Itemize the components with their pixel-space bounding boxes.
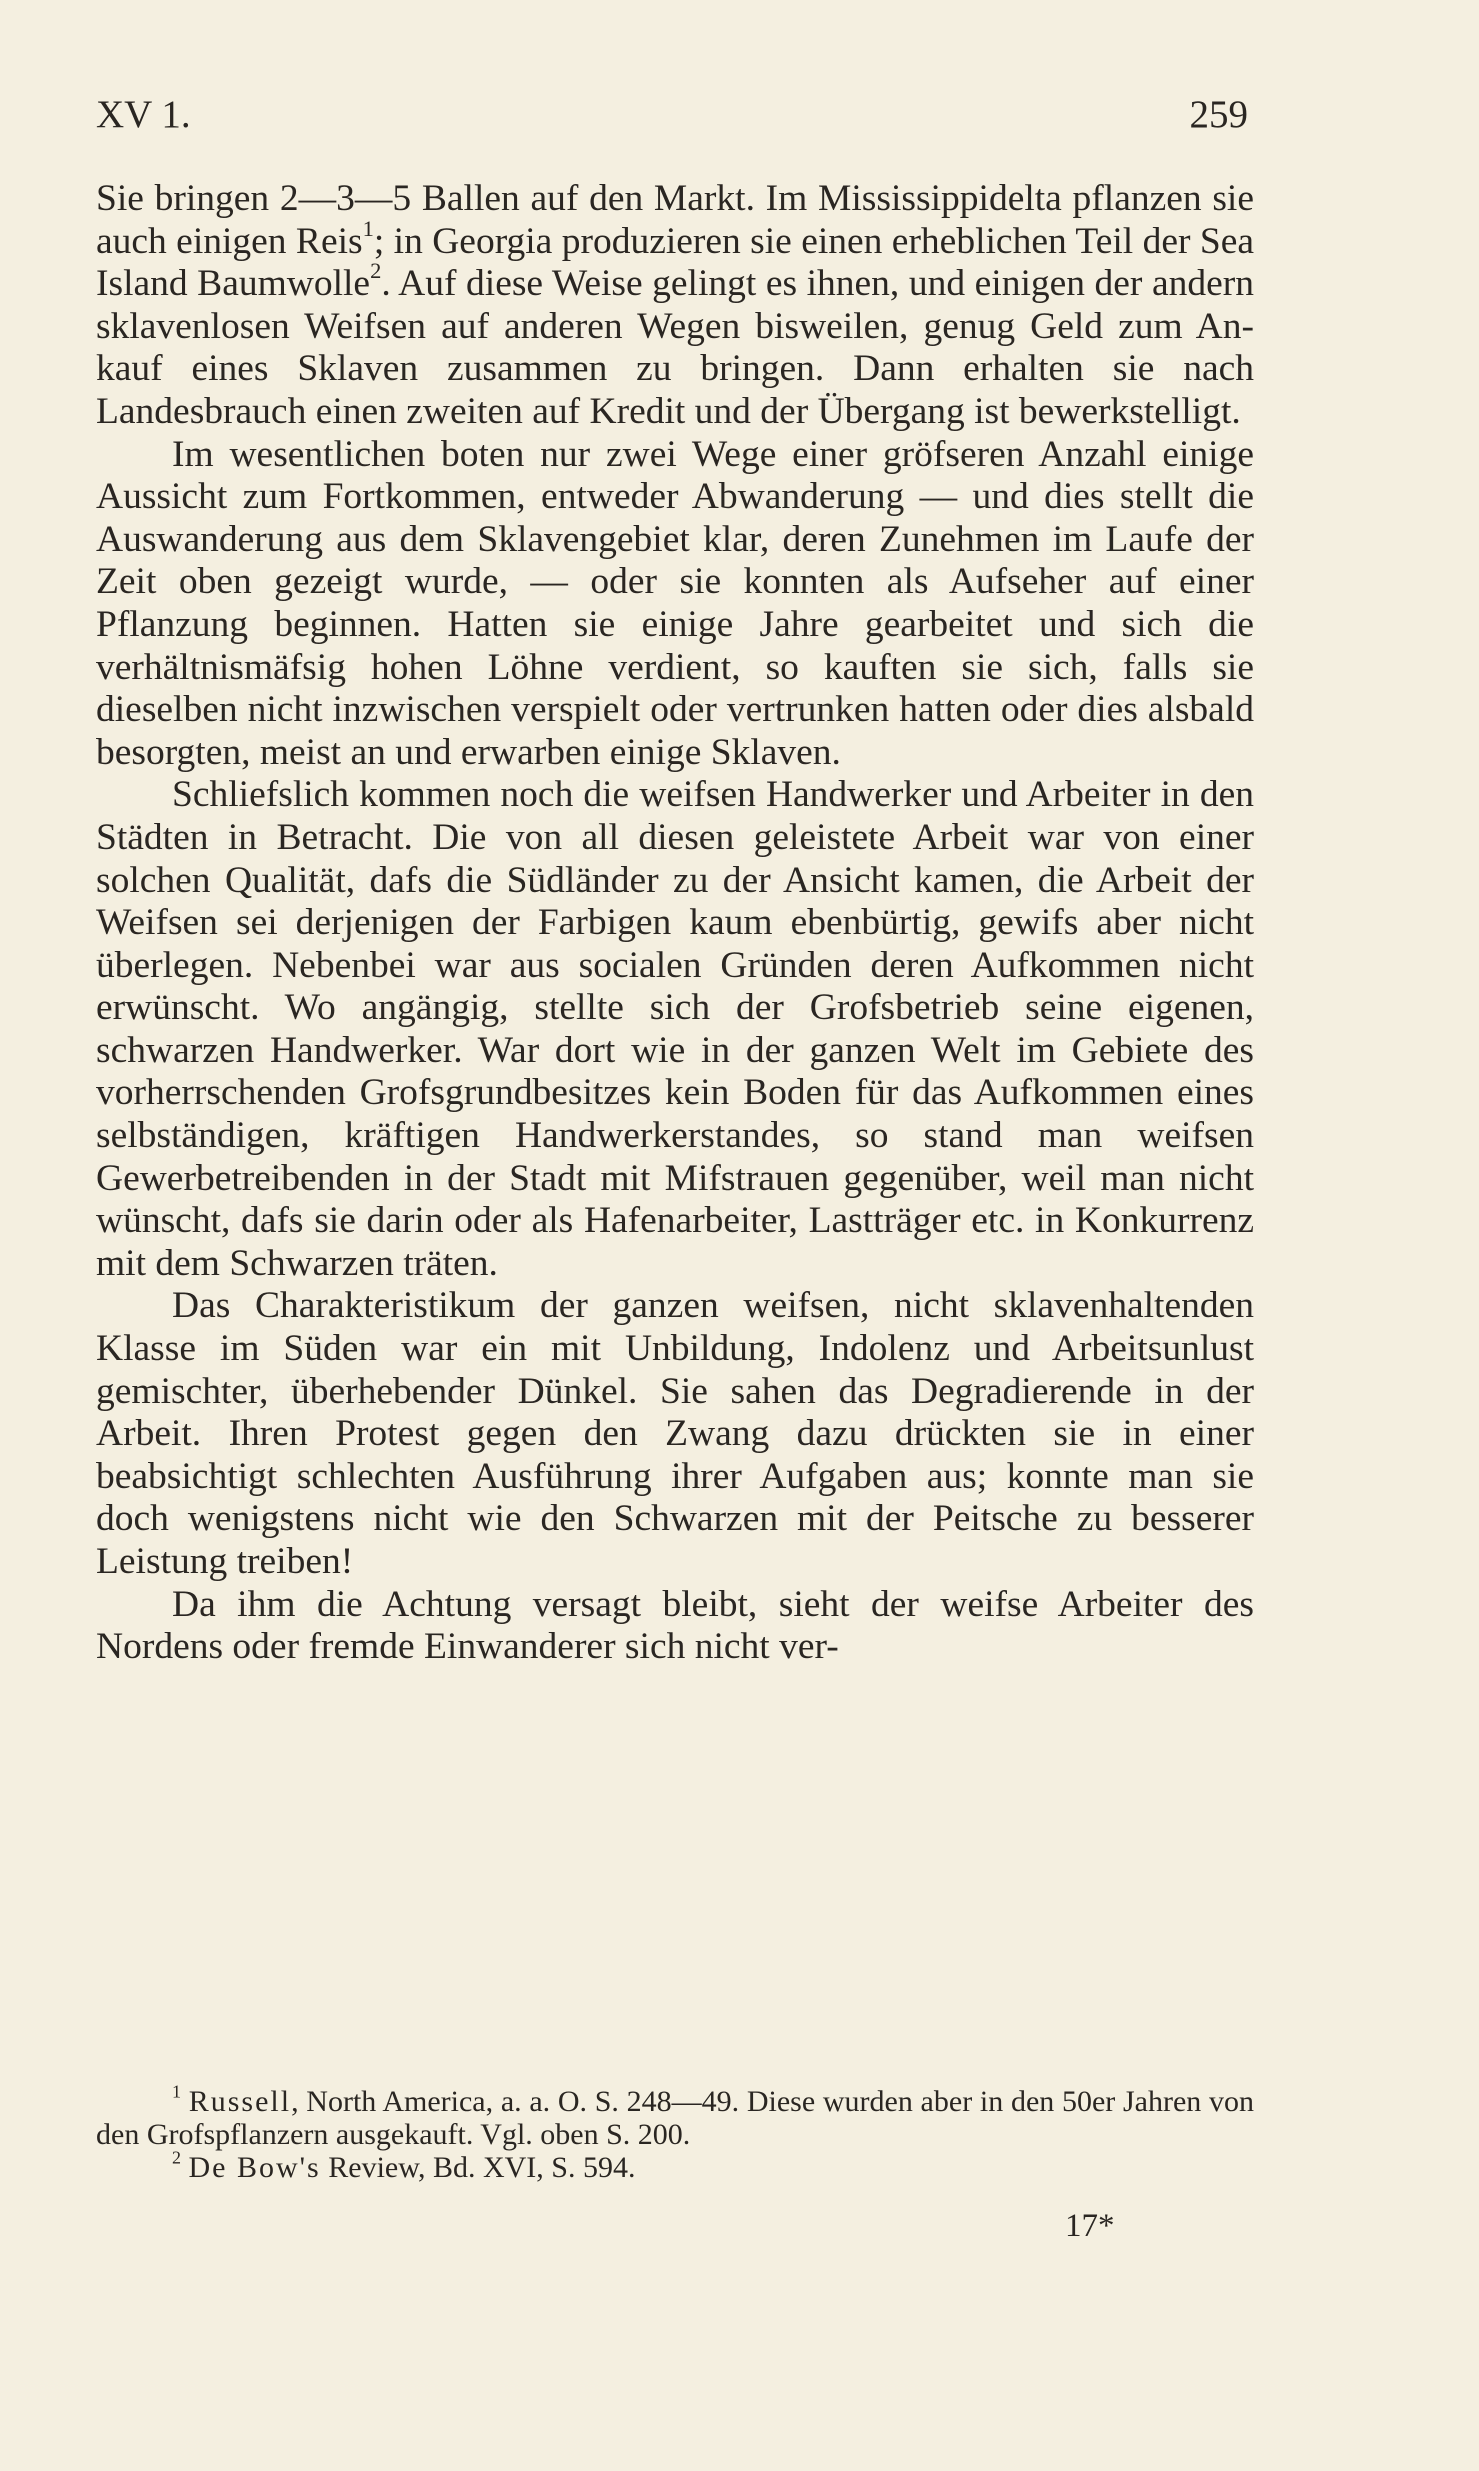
footnotes bbox=[96, 2081, 1254, 2184]
footnote-ref: 2 bbox=[370, 258, 382, 284]
paragraph bbox=[96, 1285, 1254, 1583]
footnote-marker: 1 bbox=[172, 2081, 181, 2102]
footnote-author: De Bow's bbox=[188, 2151, 321, 2184]
footnote bbox=[96, 2147, 1254, 2184]
paragraph-text: . Auf diese Weise gelingt es ihnen, und einigen der andern sklavenlosen Weifsen auf anderen Wegen bisweilen, genug Geld zum Ankauf eines Sklaven zusammen zu bringen. Dann erhalten sie nach Landesbrauch einen zweiten auf Kredit und der Übergang ist bewerkstelligt. bbox=[96, 263, 1254, 432]
footnote bbox=[96, 2081, 1254, 2151]
footnote-text: , North America, a. a. O. S. 248—49. Diese wurden aber in den 50er Jahren von den Grofspflanzern ausgekauft. Vgl. oben S. 200. bbox=[96, 2085, 1254, 2151]
paragraph bbox=[96, 434, 1254, 775]
paragraph bbox=[96, 774, 1254, 1285]
paragraph-text: Schliefslich kommen noch die weifsen Handwerker und Arbeiter in den Städten in Betracht. Die von all diesen geleistete Arbeit war von einer solchen Qualität, dafs die Südländer zu der Ansicht kamen, die Arbeit der Weifsen sei derjenigen der Farbigen kaum ebenbürtig, gewifs aber nicht überlegen. Nebenbei war aus socialen Gründen deren Aufkommen nicht erwünscht. Wo angängig, stellte sich der Grofsbetrieb seine eigenen, schwarzen Handwerker. War dort wie in der ganzen Welt im Gebiete des vorherrschenden Grofsgrundbesitzes kein Boden für das Aufkommen eines selbständigen, kräftigen Handwerkerstandes, so stand man weifsen Gewerbetreibenden in der Stadt mit Mifstrauen gegenüber, weil man nicht wünscht, dafs sie darin oder als Hafenarbeiter, Lastträger etc. in Konkurrenz mit dem Schwarzen träten. bbox=[96, 774, 1254, 1284]
chapter-marker: XV 1. bbox=[96, 93, 191, 136]
signature-mark: 17* bbox=[1065, 2208, 1115, 2244]
page-number: 259 bbox=[1189, 93, 1248, 136]
body-text bbox=[96, 178, 1254, 1669]
footnote-text: Review, Bd. XVI, S. 594. bbox=[320, 2151, 636, 2184]
paragraph-text: Das Charakteristikum der ganzen weifsen, nicht sklavenhaltenden Klasse im Süden war ein mit Unbildung, Indolenz und Arbeitsunlust gemischter, überhebender Dünkel. Sie sahen das Degradierende in der Arbeit. Ihren Protest gegen den Zwang dazu drückten sie in einer beabsichtigt schlechten Ausführung ihrer Aufgaben aus; konnte man sie doch wenigstens nicht wie den Schwarzen mit der Peitsche zu besserer Leistung treiben! bbox=[96, 1285, 1254, 1582]
footnote-marker: 2 bbox=[172, 2147, 181, 2168]
footnote-author: Russell bbox=[188, 2085, 292, 2118]
paragraph-text: Da ihm die Achtung versagt bleibt, sieht der weifse Arbeiter des Nordens oder fremde Einwanderer sich nicht ver- bbox=[96, 1583, 1254, 1668]
running-head bbox=[96, 92, 1248, 144]
footnote-ref: 1 bbox=[362, 215, 374, 241]
paragraph-text: ; in Georgia produzieren sie einen erheblichen Teil der Sea Island Baumwolle bbox=[96, 220, 1254, 305]
paragraph-text: Im wesentlichen boten nur zwei Wege einer gröfseren Anzahl einige Aussicht zum Fortkommen, entweder Abwanderung — und dies stellt die Auswanderung aus dem Sklavengebiet klar, deren Zunehmen im Laufe der Zeit oben gezeigt wurde, — oder sie konnten als Aufseher auf einer Pflanzung beginnen. Hatten sie einige Jahre gearbeitet und sich die verhältnismäfsig hohen Löhne verdient, so kauften sie sich, falls sie dieselben nicht inzwischen verspielt oder vertrunken hatten oder dies alsbald besorgten, meist an und erwarben einige Sklaven. bbox=[96, 433, 1254, 773]
paragraph bbox=[96, 178, 1254, 434]
paragraph-text: Sie bringen 2—3—5 Ballen auf den Markt. Im Mississippidelta pflanzen sie auch einigen Reis bbox=[96, 178, 1254, 262]
paragraph bbox=[96, 1584, 1254, 1669]
